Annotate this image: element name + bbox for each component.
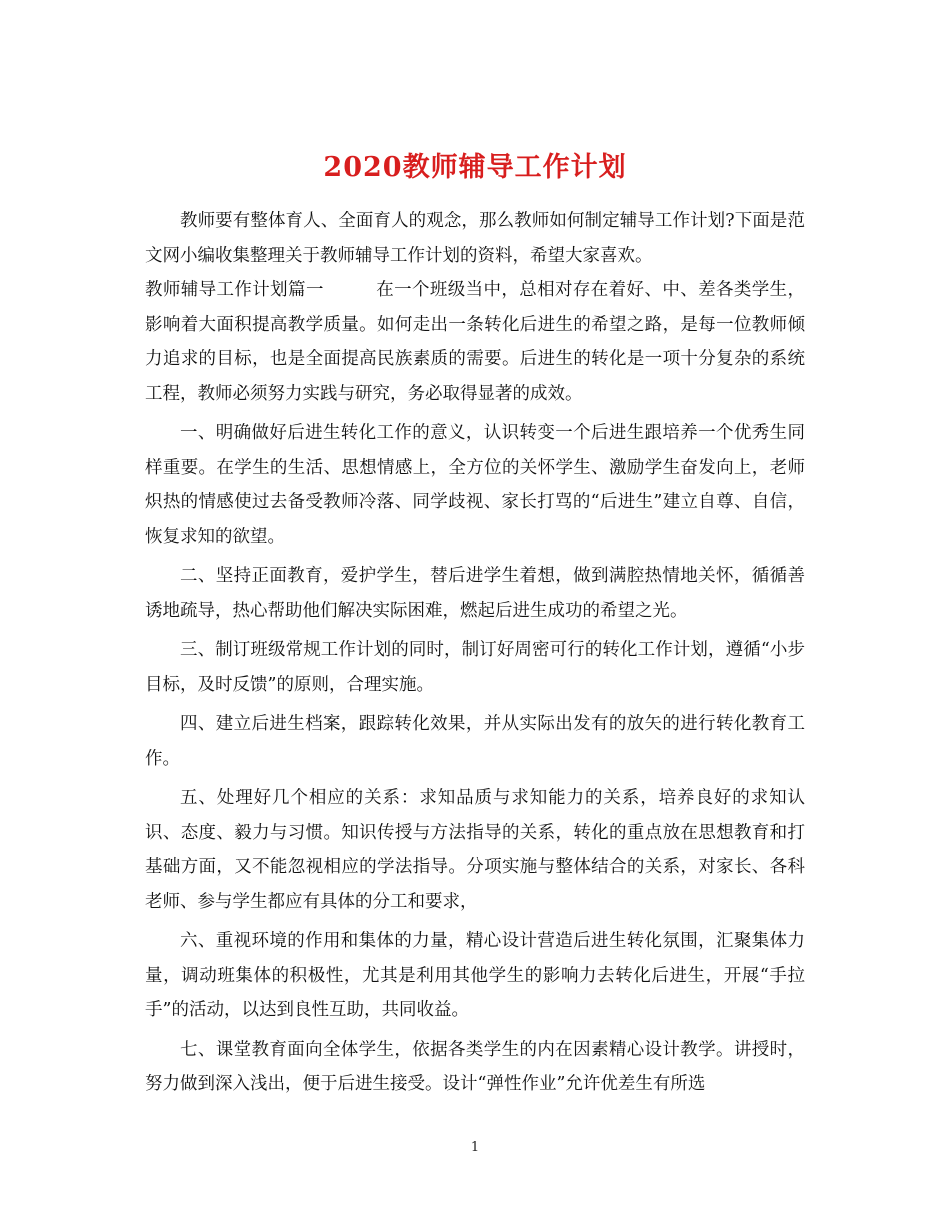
body-paragraph-4: 四、建立后进生档案，跟踪转化效果，并从实际出发有的放矢的进行转化教育工作。 bbox=[145, 714, 805, 769]
page-number: 1 bbox=[470, 1140, 480, 1155]
document-title: 2020教师辅导工作计划 bbox=[323, 152, 627, 184]
section-paragraph bbox=[145, 273, 805, 411]
body-paragraph-5: 五、处理好几个相应的关系：求知品质与求知能力的关系，培养良好的求知认识、态度、毅力与习惯。知识传授与方法指导的关系，转化的重点放在思想教育和打基础方面，又不能忽视相应的学法指导。分项实施与整体结合的关系，对家长、各科老师、参与学生都应有具体的分工和要求， bbox=[145, 788, 805, 912]
body-paragraph-2: 二、坚持正面教育，爱护学生，替后进学生着想，做到满腔热情地关怀，循循善诱地疏导，热心帮助他们解决实际困难，燃起后进生成功的希望之光。 bbox=[145, 566, 805, 621]
section-heading: 教师辅导工作计划篇一 bbox=[145, 280, 324, 300]
section-intro-text: 在一个班级当中，总相对存在着好、中、差各类学生，影响着大面积提高教学质量。如何走出一条转化后进生的希望之路，是每一位教师倾力追求的目标，也是全面提高民族素质的需要。后进生的转化是一项十分复杂的系统工程，教师必须努力实践与研究，务必取得显著的成效。 bbox=[145, 280, 806, 404]
body-paragraph-6: 六、重视环境的作用和集体的力量，精心设计营造后进生转化氛围，汇聚集体力量，调动班集体的积极性，尤其是利用其他学生的影响力去转化后进生，开展“手拉手”的活动，以达到良性互助，共同收益。 bbox=[145, 931, 805, 1020]
body-paragraph-1: 一、明确做好后进生转化工作的意义，认识转变一个后进生跟培养一个优秀生同样重要。在学生的生活、思想情感上，全方位的关怀学生、激励学生奋发向上，老师炽热的情感使过去备受教师冷落、同学歧视、家长打骂的“后进生”建立自尊、自信，恢复求知的欲望。 bbox=[145, 423, 805, 547]
document-body bbox=[145, 204, 805, 1102]
body-paragraph-3: 三、制订班级常规工作计划的同时，制订好周密可行的转化工作计划，遵循“小步目标，及时反馈”的原则，合理实施。 bbox=[145, 640, 805, 695]
intro-paragraph: 教师要有整体育人、全面育人的观念，那么教师如何制定辅导工作计划?下面是范文网小编收集整理关于教师辅导工作计划的资料，希望大家喜欢。 bbox=[145, 211, 805, 266]
body-paragraph-7: 七、课堂教育面向全体学生，依据各类学生的内在因素精心设计教学。讲授时，努力做到深入浅出，便于后进生接受。设计“弹性作业”允许优差生有所选 bbox=[145, 1039, 805, 1094]
